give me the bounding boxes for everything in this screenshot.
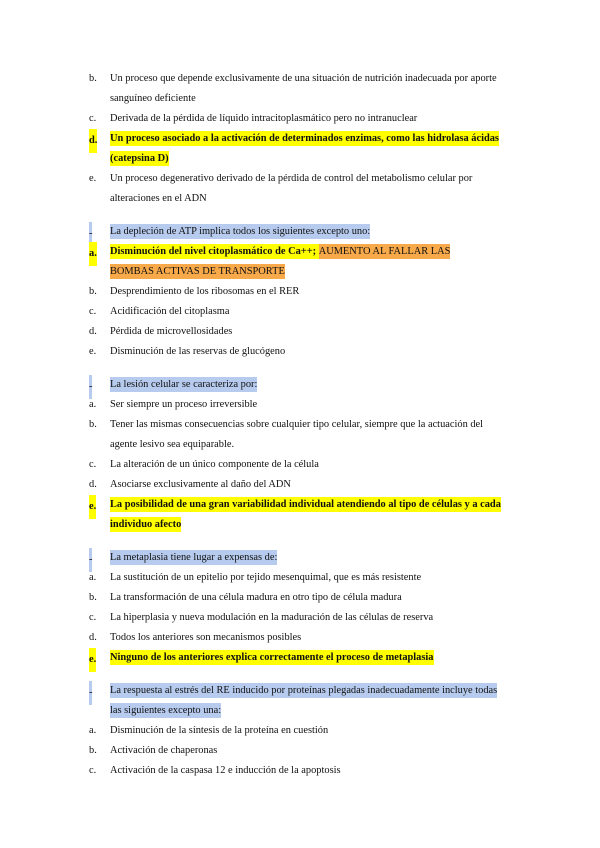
list-marker: d. xyxy=(89,326,97,337)
line-text xyxy=(110,262,285,282)
list-marker: e. xyxy=(89,495,96,519)
text-line xyxy=(0,342,600,362)
line-text xyxy=(110,342,285,362)
line-text xyxy=(110,69,497,89)
line-text xyxy=(110,222,370,242)
highlighted-text: La posibilidad de una gran variabilidad individual atendiendo al tipo de células y a cada xyxy=(110,499,501,510)
line-text xyxy=(110,282,299,302)
text-line xyxy=(0,475,600,495)
text-line xyxy=(0,395,600,415)
line-text xyxy=(110,375,257,395)
highlighted-text: (catepsina D) xyxy=(110,153,169,164)
text-segment: La alteración de un único componente de la célula xyxy=(110,459,319,470)
list-marker: a. xyxy=(89,572,97,583)
list-marker: b. xyxy=(89,592,97,603)
list-marker: - xyxy=(89,548,92,572)
text-segment: Activación de la caspasa 12 e inducción de la apoptosis xyxy=(110,765,341,776)
text-line xyxy=(0,69,600,89)
text-segment: Disminución de la síntesis de la proteína en cuestión xyxy=(110,725,329,736)
text-line xyxy=(0,282,600,302)
list-marker: - xyxy=(89,222,92,246)
text-line xyxy=(0,242,600,262)
line-text xyxy=(110,395,257,415)
text-segment: La transformación de una célula madura en otro tipo de célula madura xyxy=(110,592,402,603)
list-marker: b. xyxy=(89,73,97,84)
text-line xyxy=(0,129,600,149)
line-text xyxy=(110,741,217,761)
list-marker: a. xyxy=(89,242,97,266)
text-segment: sanguíneo deficiente xyxy=(110,93,196,104)
text-segment: Un proceso que depende exclusivamente de una situación de nutrición inadecuada por aporte xyxy=(110,73,497,84)
line-text xyxy=(110,149,169,169)
text-segment: La sustitución de un epitelio por tejido mesenquimal, que es más resistente xyxy=(110,572,422,583)
text-line xyxy=(0,322,600,342)
line-text xyxy=(110,701,221,721)
line-text xyxy=(110,455,319,475)
line-text xyxy=(110,608,433,628)
list-marker: c. xyxy=(89,459,97,470)
list-marker: b. xyxy=(89,286,97,297)
line-text xyxy=(110,628,301,648)
line-text xyxy=(110,475,291,495)
text-line xyxy=(0,455,600,475)
text-line xyxy=(0,741,600,761)
text-line xyxy=(0,568,600,588)
line-text xyxy=(110,568,421,588)
text-line xyxy=(0,189,600,209)
highlighted-text: La depleción de ATP implica todos los siguientes excepto uno: xyxy=(110,226,371,237)
highlighted-text: Disminución del nivel citoplasmático de Ca++; xyxy=(110,246,319,257)
text-line xyxy=(0,375,600,395)
line-text xyxy=(110,588,402,608)
line-text xyxy=(110,322,232,342)
line-text xyxy=(110,435,234,455)
text-segment: Todos los anteriores son mecanismos posibles xyxy=(110,632,302,643)
text-line xyxy=(0,701,600,721)
list-marker: a. xyxy=(89,399,97,410)
highlighted-text: individuo afecto xyxy=(110,519,182,530)
text-line xyxy=(0,648,600,668)
line-text xyxy=(110,761,341,781)
text-segment: Desprendimiento de los ribosomas en el RER xyxy=(110,286,300,297)
list-marker: a. xyxy=(89,725,97,736)
line-text xyxy=(110,129,499,149)
text-line xyxy=(0,515,600,535)
highlighted-text: Ninguno de los anteriores explica correctamente el proceso de metaplasia xyxy=(110,652,434,663)
line-text xyxy=(110,415,483,435)
text-segment: Acidificación del citoplasma xyxy=(110,306,230,317)
text-segment: Disminución de las reservas de glucógeno xyxy=(110,346,286,357)
line-text xyxy=(110,721,328,741)
text-segment: La hiperplasia y nueva modulación en la maduración de las células de reserva xyxy=(110,612,434,623)
text-line xyxy=(0,415,600,435)
text-segment: alteraciones en el ADN xyxy=(110,193,207,204)
text-line xyxy=(0,302,600,322)
list-marker: b. xyxy=(89,419,97,430)
highlighted-text: AUMENTO AL FALLAR LAS xyxy=(318,246,451,257)
line-text xyxy=(110,648,434,668)
text-line xyxy=(0,761,600,781)
text-segment: Pérdida de microvellosidades xyxy=(110,326,233,337)
text-line xyxy=(0,169,600,189)
text-segment: Ser siempre un proceso irreversible xyxy=(110,399,258,410)
highlighted-text: las siguientes excepto una: xyxy=(110,705,222,716)
line-text xyxy=(110,242,450,262)
highlighted-text: La lesión celular se caracteriza por: xyxy=(110,379,258,390)
text-line xyxy=(0,89,600,109)
list-marker: d. xyxy=(89,479,97,490)
highlighted-text: La respuesta al estrés del RE inducido por proteínas plegadas inadecuadamente incluye todas xyxy=(110,685,498,696)
text-segment: Un proceso degenerativo derivado de la pérdida de control del metabolismo celular por xyxy=(110,173,473,184)
text-segment: Tener las mismas consecuencias sobre cualquier tipo celular, siempre que la actuación del xyxy=(110,419,484,430)
text-line xyxy=(0,628,600,648)
list-marker: b. xyxy=(89,745,97,756)
list-marker: e. xyxy=(89,173,97,184)
text-line xyxy=(0,222,600,242)
list-marker: - xyxy=(89,375,92,399)
text-segment: Derivada de la pérdida de líquido intracitoplasmático pero no intranuclear xyxy=(110,113,418,124)
line-text xyxy=(110,169,472,189)
text-line xyxy=(0,109,600,129)
line-text xyxy=(110,189,207,209)
text-segment: Asociarse exclusivamente al daño del ADN xyxy=(110,479,291,490)
text-line xyxy=(0,721,600,741)
text-segment: Activación de chaperonas xyxy=(110,745,218,756)
text-line xyxy=(0,262,600,282)
line-text xyxy=(110,302,229,322)
list-marker: c. xyxy=(89,765,97,776)
list-marker: c. xyxy=(89,306,97,317)
line-text xyxy=(110,89,196,109)
text-segment: agente lesivo sea equiparable. xyxy=(110,439,235,450)
text-line xyxy=(0,608,600,628)
list-marker: c. xyxy=(89,612,97,623)
line-text xyxy=(110,515,181,535)
text-line xyxy=(0,435,600,455)
list-marker: - xyxy=(89,681,92,705)
highlighted-text: La metaplasia tiene lugar a expensas de: xyxy=(110,552,278,563)
list-marker: e. xyxy=(89,346,97,357)
text-line xyxy=(0,495,600,515)
list-marker: d. xyxy=(89,632,97,643)
highlighted-text: Un proceso asociado a la activación de determinados enzimas, como las hidrolasa ácidas xyxy=(110,133,499,144)
text-line xyxy=(0,588,600,608)
list-marker: c. xyxy=(89,113,97,124)
line-text xyxy=(110,548,277,568)
text-line xyxy=(0,548,600,568)
list-marker: e. xyxy=(89,648,96,672)
list-marker: d. xyxy=(89,129,97,153)
line-text xyxy=(110,495,501,515)
line-text xyxy=(110,681,497,701)
text-line xyxy=(0,681,600,701)
highlighted-text: BOMBAS ACTIVAS DE TRANSPORTE xyxy=(110,266,285,277)
line-text xyxy=(110,109,417,129)
text-line xyxy=(0,149,600,169)
